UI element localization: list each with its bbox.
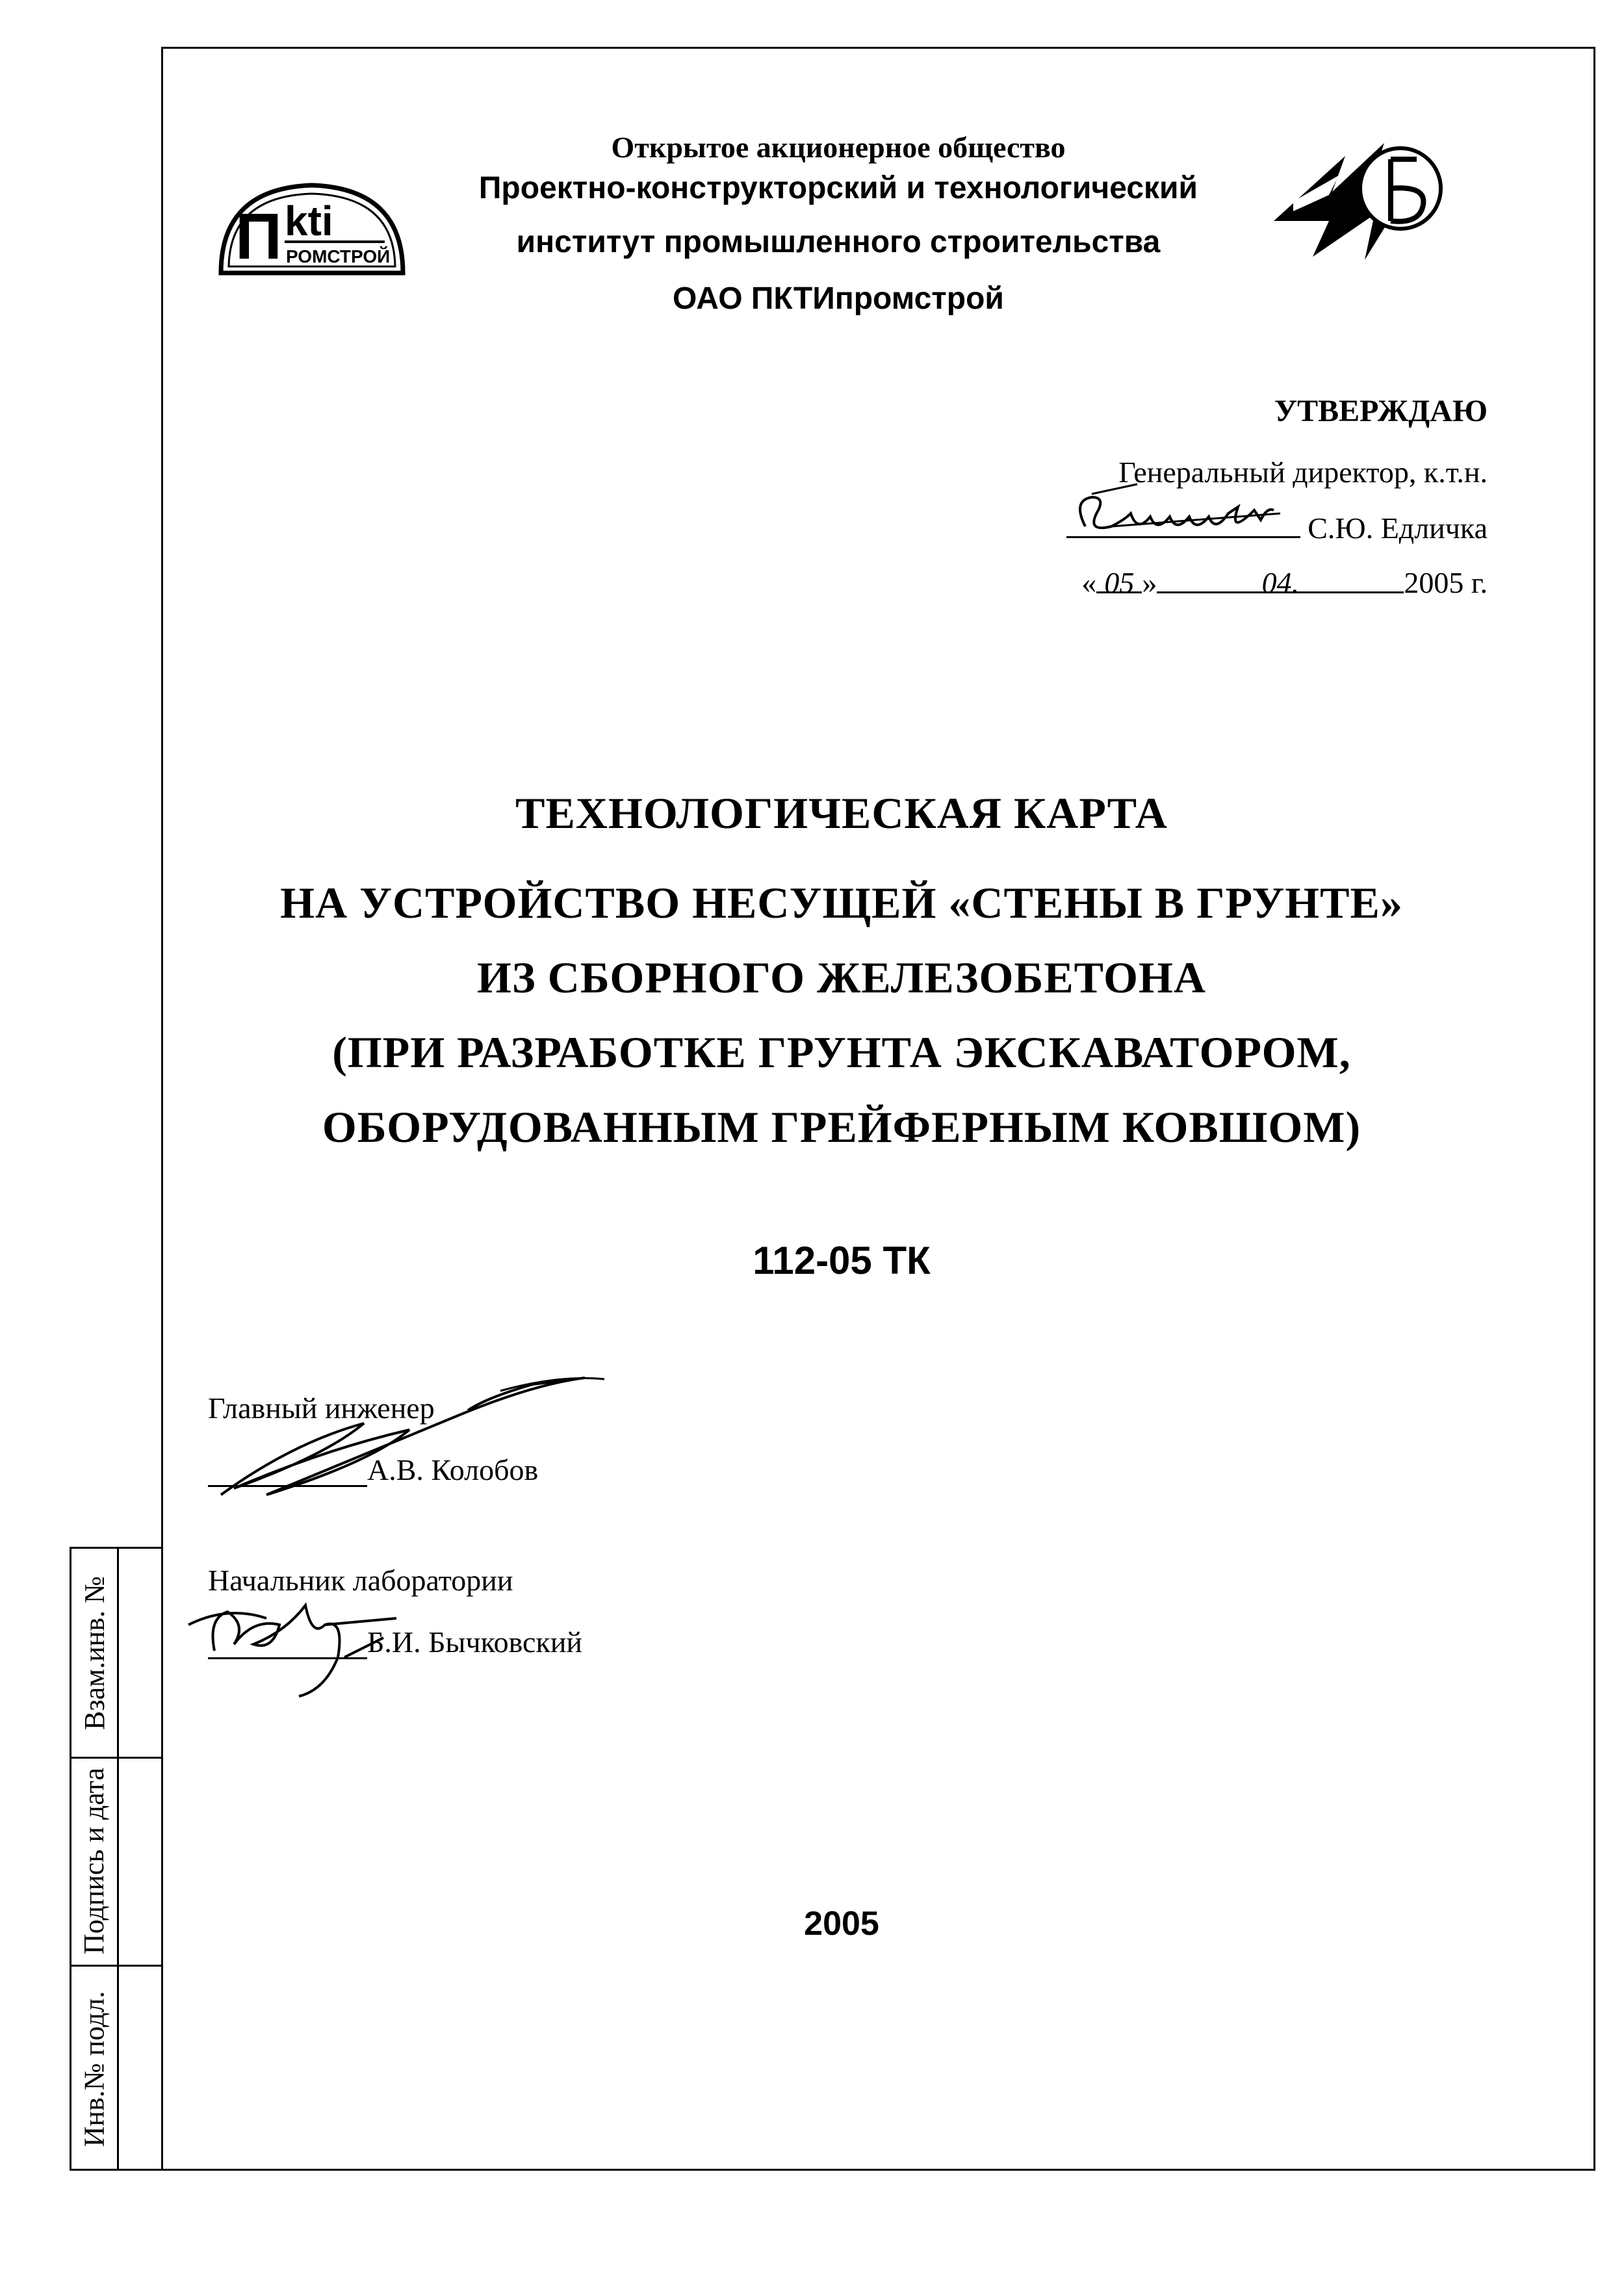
org-type: Открытое акционерное общество [611, 131, 1066, 164]
chief-engineer-position: Главный инженер [208, 1391, 435, 1425]
date-year: 2005 г. [1404, 566, 1488, 599]
lab-head-position: Начальник лаборатории [208, 1564, 513, 1597]
pktipromstroy-logo [208, 175, 416, 286]
date-quote-open: « [1081, 566, 1097, 599]
director-signature [1066, 481, 1287, 556]
org-abbrev: ОАО ПКТИпромстрой [673, 281, 1004, 316]
document-subtitle-line3: (ПРИ РАЗРАБОТКЕ ГРУНТА ЭКСКАВАТОРОМ, [332, 1028, 1351, 1077]
document-title: ТЕХНОЛОГИЧЕСКАЯ КАРТА [515, 788, 1168, 838]
approval-date [1081, 565, 1488, 600]
document-subtitle-line1: НА УСТРОЙСТВО НЕСУЩЕЙ «СТЕНЫ В ГРУНТЕ» [280, 878, 1403, 927]
org-name-line1: Проектно-конструкторский и технологический [478, 171, 1198, 205]
date-quote-close: » [1142, 566, 1157, 599]
approval-position: Генеральный директор, к.т.н. [1118, 456, 1488, 489]
replacement-inv-label: Взам.инв. № [78, 1575, 110, 1730]
svg-text:П: П [235, 200, 282, 273]
document-year: 2005 [804, 1905, 879, 1943]
org-name-line2: институт промышленного строительства [516, 225, 1161, 259]
side-stamp-divider [117, 1549, 119, 2169]
svg-text:kti: kti [285, 198, 333, 244]
date-day: 05 [1096, 565, 1142, 593]
star-emblem-icon [1267, 130, 1443, 279]
document-subtitle-line2: ИЗ СБОРНОГО ЖЕЛЕЗОБЕТОНА [476, 953, 1207, 1002]
side-stamp [70, 1547, 161, 2171]
approval-name: С.Ю. Едличка [1308, 511, 1488, 545]
svg-text:РОМСТРОЙ: РОМСТРОЙ [286, 246, 391, 266]
approval-title: УТВЕРЖДАЮ [1274, 394, 1488, 428]
chief-engineer-name: А.В. Колобов [367, 1453, 539, 1486]
date-month: 04. [1157, 565, 1404, 593]
document-subtitle-line4: ОБОРУДОВАННЫМ ГРЕЙФЕРНЫМ КОВШОМ) [322, 1102, 1361, 1152]
document-code: 112-05 ТК [753, 1239, 931, 1282]
signature-date-label: Подпись и дата [78, 1767, 110, 1954]
original-inv-label: Инв.№ подл. [78, 1991, 110, 2147]
lab-head-signature [175, 1579, 409, 1706]
lab-head-name: Б.И. Бычковский [367, 1625, 583, 1659]
chief-engineer-signature [195, 1365, 611, 1511]
